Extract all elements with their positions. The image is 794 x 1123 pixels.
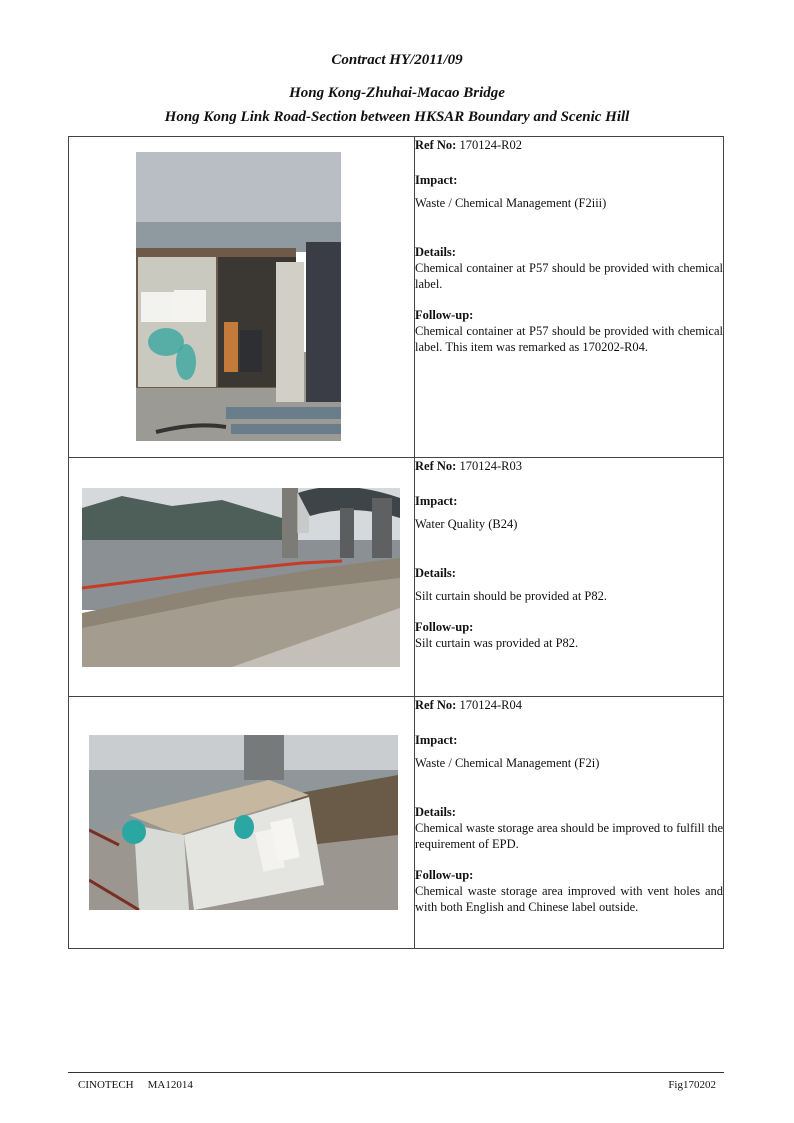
details-value: Chemical waste storage area should be improved to fulfill the requirement of EPD.: [415, 821, 723, 851]
section-title: Hong Kong Link Road-Section between HKSAR Boundary and Scenic Hill: [164, 109, 630, 125]
footer-figure: Fig170202: [668, 1079, 716, 1091]
table-row: [69, 137, 724, 458]
record-details: [415, 137, 724, 458]
impact-label: Impact:: [415, 733, 458, 747]
impact-label: Impact:: [415, 173, 458, 187]
project-title: Hong Kong-Zhuhai-Macao Bridge: [289, 85, 505, 101]
ref-label: Ref No:: [415, 698, 457, 712]
impact-value: Waste / Chemical Management (F2iii): [415, 196, 607, 210]
ref-value: 170124-R04: [459, 698, 522, 712]
record-details: [415, 697, 724, 949]
impact-value: Water Quality (B24): [415, 517, 518, 531]
table-row: [69, 697, 724, 949]
photo-cell: [69, 458, 415, 697]
followup-label: Follow-up:: [415, 868, 474, 882]
record-details: [415, 458, 724, 697]
details-label: Details:: [415, 566, 456, 580]
footer-left: [78, 1079, 193, 1091]
site-photo-silt-curtain: [82, 488, 400, 667]
site-photo-waste-storage: [89, 735, 398, 910]
photo-cell: [69, 697, 415, 949]
details-value: Chemical container at P57 should be provided with chemical label.: [415, 261, 723, 291]
photo-cell: [69, 137, 415, 458]
ref-label: Ref No:: [415, 138, 457, 152]
details-label: Details:: [415, 805, 456, 819]
site-inspection-table: [68, 136, 724, 949]
details-label: Details:: [415, 245, 456, 259]
ref-value: 170124-R03: [459, 459, 522, 473]
footer-company: CINOTECH: [78, 1079, 134, 1091]
contract-title: Contract HY/2011/09: [331, 52, 463, 68]
ref-label: Ref No:: [415, 459, 457, 473]
details-value: Silt curtain should be provided at P82.: [415, 589, 607, 603]
footer-divider: [68, 1072, 724, 1073]
site-photo-chemical-container: [136, 152, 341, 441]
followup-value: Chemical waste storage area improved with vent holes and with both English and Chinese label outside.: [415, 884, 723, 914]
followup-value: Silt curtain was provided at P82.: [415, 636, 579, 650]
followup-value: Chemical container at P57 should be provided with chemical label. This item was remarked as 170202-R04.: [415, 324, 723, 354]
impact-value: Waste / Chemical Management (F2i): [415, 756, 600, 770]
footer-doc: MA12014: [147, 1079, 193, 1091]
ref-value: 170124-R02: [459, 138, 522, 152]
table-row: [69, 458, 724, 697]
impact-label: Impact:: [415, 494, 458, 508]
followup-label: Follow-up:: [415, 308, 474, 322]
followup-label: Follow-up:: [415, 620, 474, 634]
